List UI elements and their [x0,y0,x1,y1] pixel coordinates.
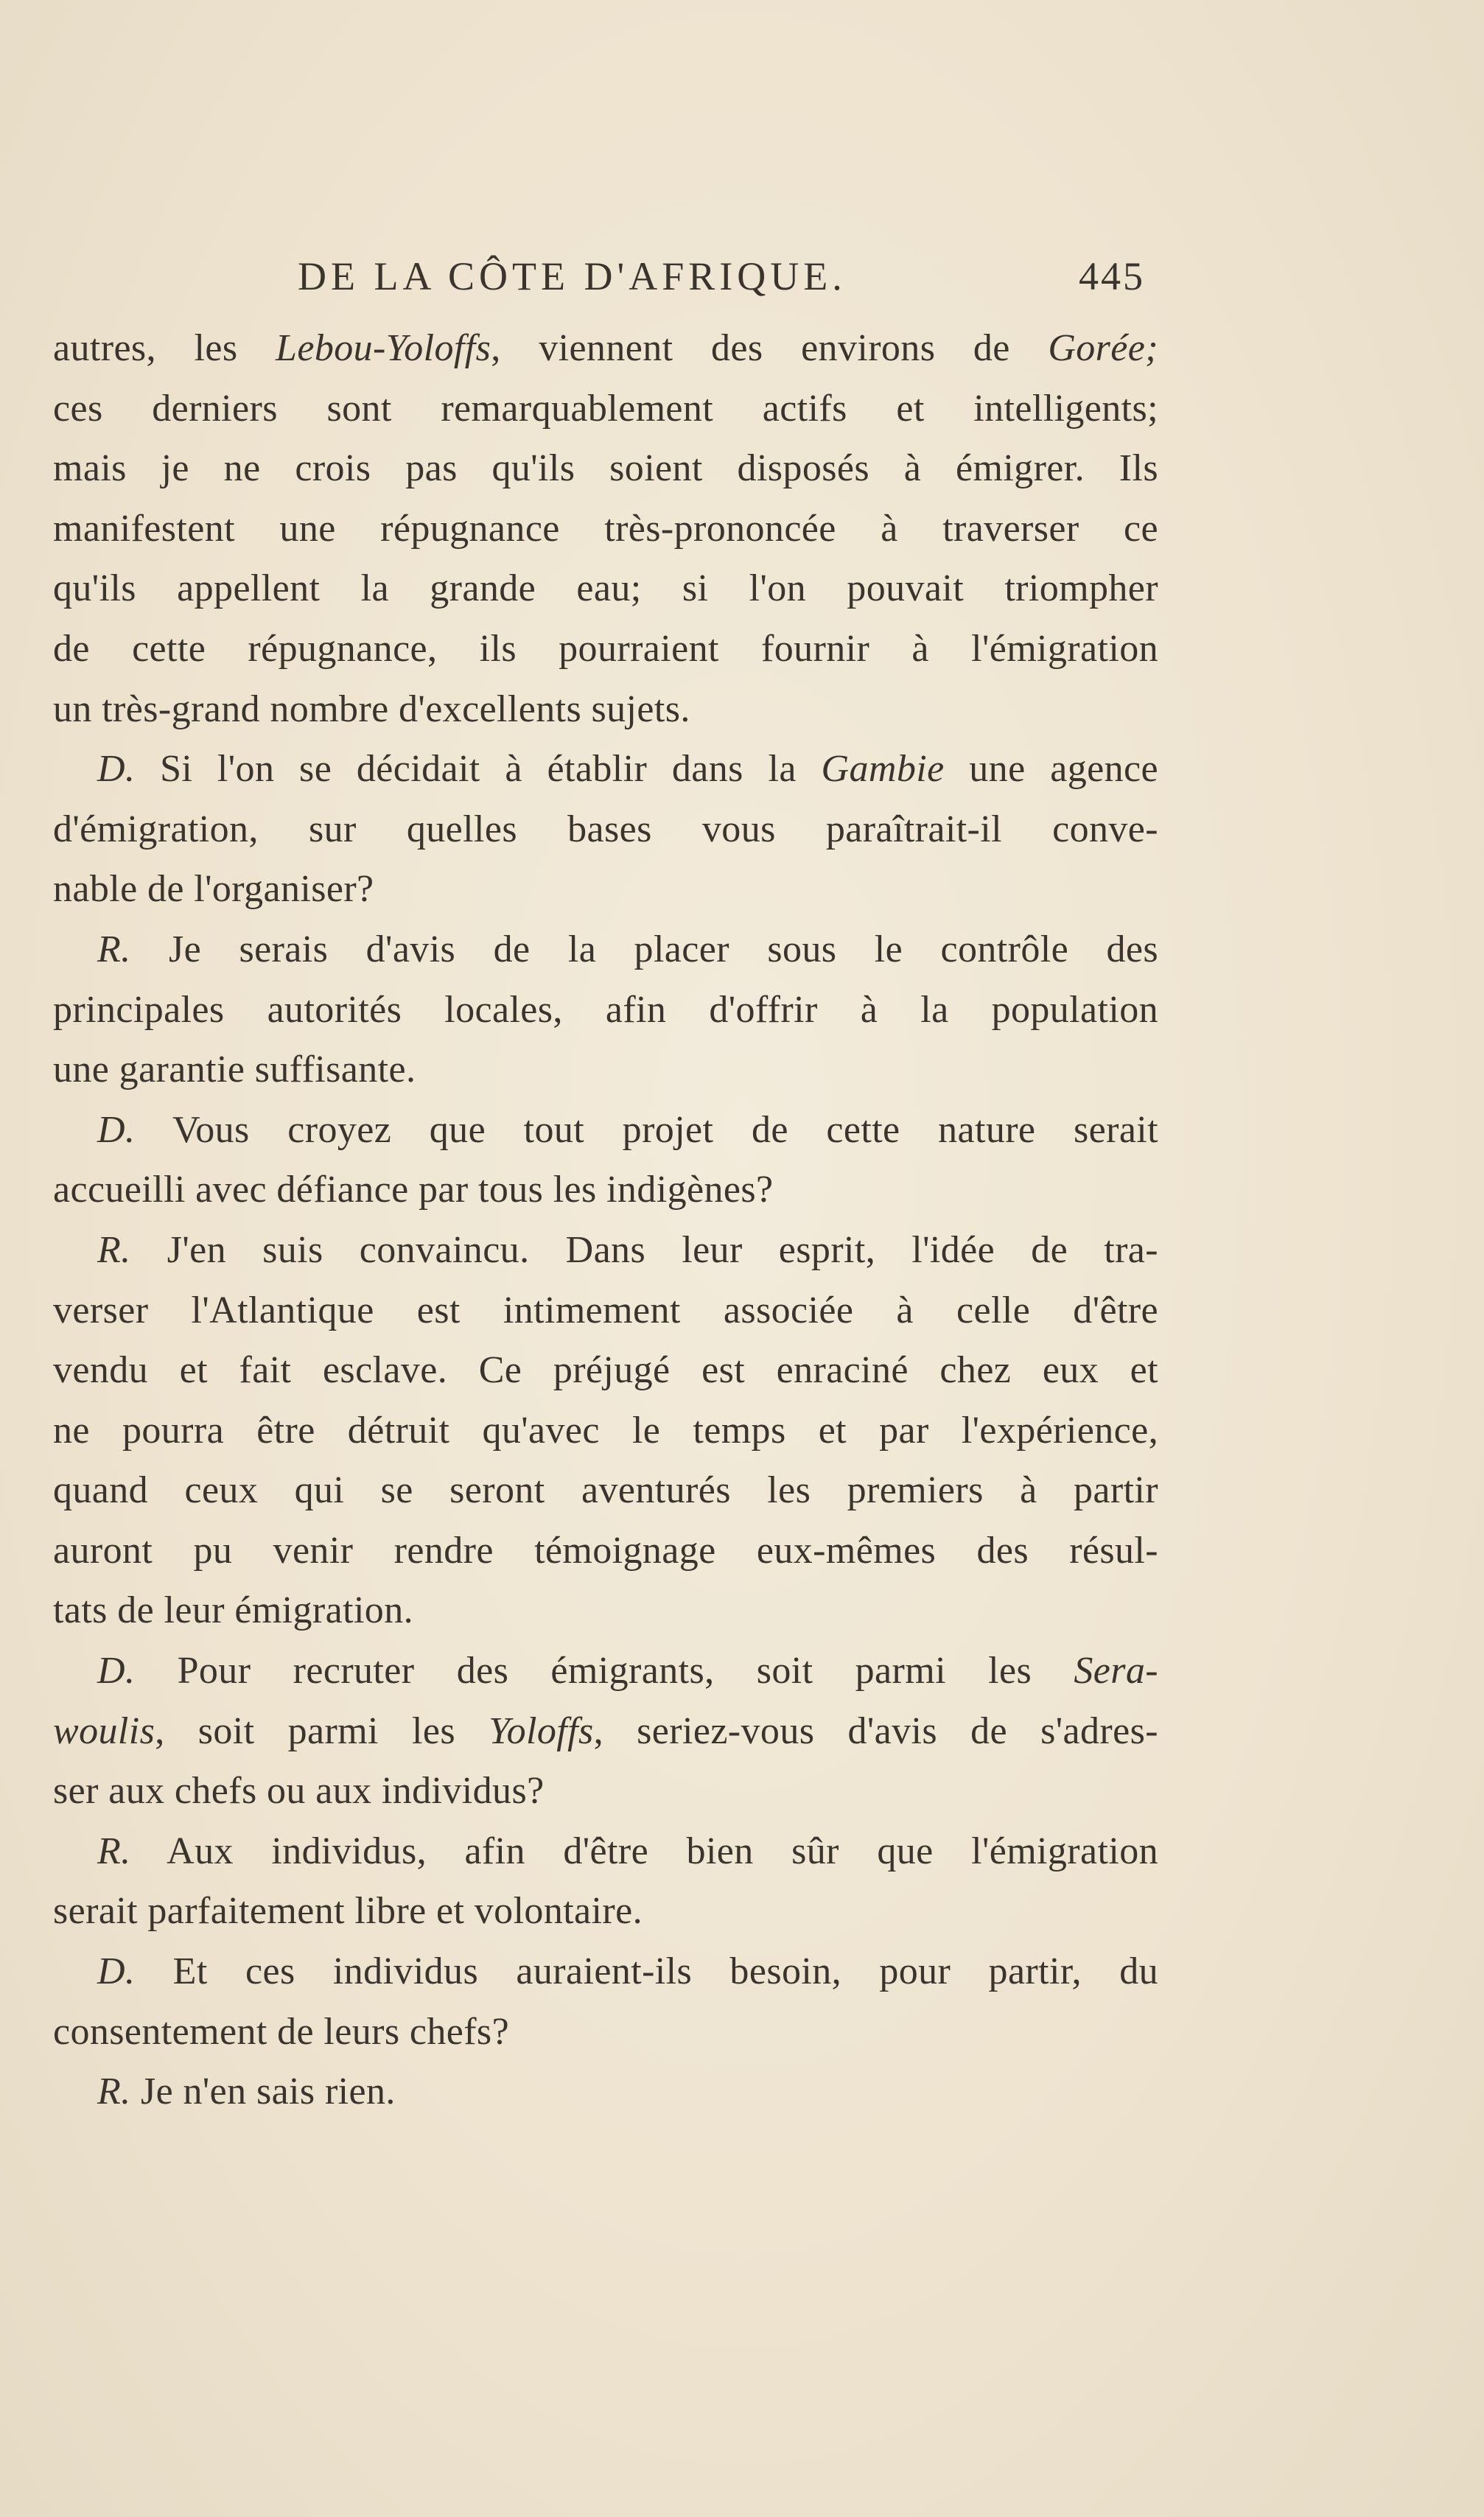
italic-term: Lebou-Yoloffs [276,327,491,369]
question-paragraph [53,1100,1158,1220]
text-line: auront pu venir rendre témoignage eux-mêmes des résul- [53,1529,1158,1572]
text-line: R. Je n'en sais rien. [97,2070,396,2113]
italic-term: woulis [53,1709,155,1752]
text-line: ces derniers sont remarquablement actifs et intelligents; [53,387,1158,430]
answer-paragraph [53,1821,1158,1942]
speaker-label: R. [97,2070,131,2113]
answer-paragraph [53,1220,1158,1641]
text-line: d'émigration, sur quelles bases vous paraîtrait-il conve- [53,808,1158,850]
speaker-label: D. [97,1950,136,1993]
speaker-label: R. [97,928,131,970]
text-line: R. J'en suis convaincu. Dans leur esprit, l'idée de tra- [97,1228,1158,1271]
text-line: serait parfaitement libre et volontaire. [53,1890,643,1933]
speaker-label: R. [97,1830,131,1872]
text-line: quand ceux qui se seront aventurés les premiers à partir [53,1469,1158,1512]
text-line: ser aux chefs ou aux individus? [53,1770,545,1813]
text-line: de cette répugnance, ils pourraient fournir à l'émigration [53,627,1158,670]
text-line: verser l'Atlantique est intimement associée à celle d'être [53,1289,1158,1331]
answer-paragraph [53,2062,1158,2122]
text-line: autres, les Lebou-Yoloffs, viennent des environs de Gorée; [53,327,1158,369]
text-line: D. Vous croyez que tout projet de cette nature serait [97,1108,1158,1151]
italic-term: Sera- [1074,1650,1158,1692]
text-line: accueilli avec défiance par tous les indigènes? [53,1169,774,1211]
body-text [53,318,1158,2122]
speaker-label: R. [97,1228,131,1271]
answer-paragraph [53,920,1158,1100]
text-line: woulis, soit parmi les Yoloffs, seriez-vous d'avis de s'adres- [53,1709,1158,1752]
speaker-label: D. [97,748,136,791]
page-number: 445 [1079,254,1145,298]
text-line: qu'ils appellent la grande eau; si l'on pouvait triompher [53,567,1158,610]
text-line: un très-grand nombre d'excellents sujets. [53,687,690,730]
italic-term: Gambie [821,748,945,791]
paragraph-continuation [53,318,1158,739]
speaker-label: D. [97,1108,136,1151]
question-paragraph [53,1641,1158,1821]
text-line: D. Si l'on se décidait à établir dans la Gambie une agence [97,748,1158,791]
text-line: R. Je serais d'avis de la placer sous le contrôle des [97,928,1158,970]
text-line: vendu et fait esclave. Ce préjugé est enraciné chez eux et [53,1349,1158,1392]
text-line: D. Pour recruter des émigrants, soit parmi les Sera- [97,1650,1158,1692]
text-line: R. Aux individus, afin d'être bien sûr que l'émigration [97,1830,1158,1872]
speaker-label: D. [97,1650,136,1692]
text-line: mais je ne crois pas qu'ils soient disposés à émigrer. Ils [53,447,1158,490]
text-line: principales autorités locales, afin d'offrir à la population [53,988,1158,1031]
text-line: consentement de leurs chefs? [53,2010,510,2053]
question-paragraph [53,739,1158,920]
question-paragraph [53,1942,1158,2062]
page-header [298,251,1145,302]
text-line: tats de leur émigration. [53,1589,414,1632]
italic-term: Yoloffs [489,1709,594,1752]
text-line: une garantie suffisante. [53,1049,416,1091]
text-line: nable de l'organiser? [53,868,374,911]
italic-term: Gorée; [1048,327,1158,369]
text-line: D. Et ces individus auraient-ils besoin, pour partir, du [97,1950,1158,1993]
running-title: DE LA CÔTE D'AFRIQUE. [298,254,847,298]
text-line: manifestent une répugnance très-prononcée à traverser ce [53,507,1158,550]
text-line: ne pourra être détruit qu'avec le temps et par l'expérience, [53,1409,1158,1452]
